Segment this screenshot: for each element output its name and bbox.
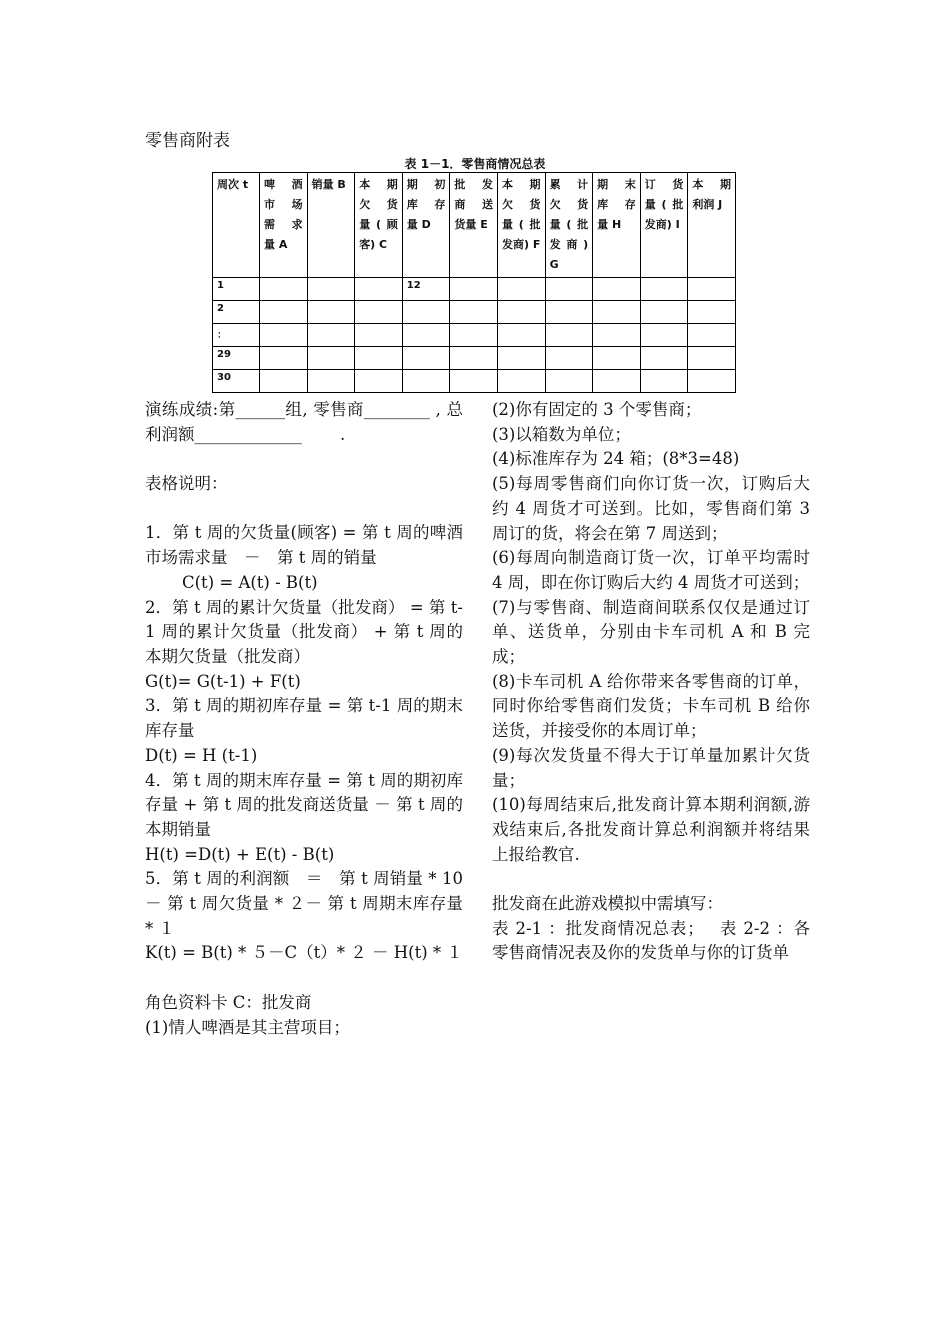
table-cell	[307, 301, 355, 324]
fill-in-description: 表 2-1 ：批发商情况总表； 表 2-2 ：各零售商情况表及你的发货单与你的订货单	[492, 918, 810, 963]
table-cell	[307, 278, 355, 301]
table-cell	[545, 347, 593, 370]
explanation-item-4: 4．第 t 周的期末库存量 = 第 t 周的期初库存量 + 第 t 周的批发商送货量 － 第 t 周的本期销量	[145, 770, 463, 839]
table-cell	[450, 278, 498, 301]
table-cell	[260, 301, 308, 324]
explanation-item-1: 1．第 t 周的欠货量(顾客) = 第 t 周的啤酒市场需求量 － 第 t 周的销量	[145, 523, 463, 568]
table-cell	[497, 347, 545, 370]
role-item-10: (10)每周结束后,批发商计算本期利润额,游戏结束后,各批发商计算总利润额并将结果上报给教官.	[492, 795, 810, 864]
table-cell	[593, 301, 641, 324]
formula-5: K(t) = B(t) * ５－C（t）* ２ － H(t) * １	[145, 943, 463, 963]
table-cell	[497, 370, 545, 393]
explanation-title: 表格说明：	[145, 474, 228, 494]
table-header-row	[213, 173, 736, 278]
table-cell	[355, 301, 403, 324]
page-heading: 零售商附表	[145, 131, 230, 151]
table-cell	[355, 324, 403, 347]
table-cell	[545, 278, 593, 301]
formula-1: C(t) = A(t) - B(t)	[182, 572, 318, 592]
header-opening-stock: 期 初 库 存 量 D	[402, 173, 450, 278]
formula-4: H(t) =D(t) + E(t) - B(t)	[145, 844, 335, 864]
table-cell	[260, 278, 308, 301]
table-cell	[355, 347, 403, 370]
table-cell	[402, 347, 450, 370]
role-item-4: (4)标准库存为 24 箱；(8*3=48)	[492, 449, 740, 469]
role-item-6: (6)每周向制造商订货一次，订单平均需时 4 周，即在你订购后大约 4 周货才可送到；	[492, 548, 810, 592]
table-cell	[450, 347, 498, 370]
table-row	[213, 301, 736, 324]
table-cell	[260, 347, 308, 370]
explanation-item-5: 5．第 t 周的利润额 ＝ 第 t 周销量 * 10－ 第 t 周欠货量 * ２－ 第 t 周期末库存量 * １	[145, 869, 463, 938]
table-cell	[545, 370, 593, 393]
table-cell	[450, 370, 498, 393]
role-item-8: (8)卡车司机 A 给你带来各零售商的订单，同时你给零售商们发货；卡车司机 B 给你送货，并接受你的本周订单；	[492, 671, 810, 741]
role-item-3: (3)以箱数为单位；	[492, 424, 631, 444]
cell-week: ：	[213, 324, 260, 347]
left-column	[145, 398, 463, 1040]
table-row	[213, 278, 736, 301]
role-item-7: (7)与零售商、制造商间联系仅仅是通过订单、送货单，分别由卡车司机 A 和 B 完成；	[492, 597, 810, 667]
table-cell	[260, 370, 308, 393]
table-cell	[355, 370, 403, 393]
table-cell	[640, 347, 688, 370]
role-item-9: (9)每次发货量不得大于订单量加累计欠货量；	[492, 745, 810, 790]
table-row	[213, 370, 736, 393]
score-line: 演练成绩:第______组, 零售商________ , 总利润额_____________ .	[145, 400, 463, 444]
header-closing-stock: 期 末 库 存 量 H	[593, 173, 641, 278]
table-row	[213, 347, 736, 370]
cell-week: 30	[213, 370, 260, 393]
table-cell	[355, 278, 403, 301]
table-cell	[497, 324, 545, 347]
explanation-item-3: 3．第 t 周的期初库存量 = 第 t-1 周的期末库存量	[145, 696, 463, 741]
role-card-title: 角色资料卡 C：批发商	[145, 992, 312, 1012]
table-cell	[307, 324, 355, 347]
table-cell	[640, 278, 688, 301]
header-wholesaler-delivery: 批 发 商 送 货量 E	[450, 173, 498, 278]
table-cell	[593, 370, 641, 393]
table-cell	[497, 301, 545, 324]
cell-week: 29	[213, 347, 260, 370]
header-order-qty: 订 货 量(批 发商) I	[640, 173, 688, 278]
table-cell	[545, 324, 593, 347]
table-cell	[545, 301, 593, 324]
table-cell	[402, 301, 450, 324]
header-cumulative-backlog: 累 计 欠 货 量(批 发商) G	[545, 173, 593, 278]
fill-in-title: 批发商在此游戏模拟中需填写：	[492, 894, 723, 914]
role-item-1: (1)情人啤酒是其主营项目；	[145, 1017, 350, 1037]
table-cell	[688, 347, 736, 370]
table-cell	[593, 347, 641, 370]
header-wholesaler-backlog: 本 期 欠 货 量(批 发商) F	[497, 173, 545, 278]
table-cell	[307, 347, 355, 370]
header-customer-backlog: 本 期 欠 货 量(顾客) C	[355, 173, 403, 278]
header-week: 周次 t	[213, 173, 260, 278]
cell-week: 2	[213, 301, 260, 324]
table-cell	[402, 370, 450, 393]
role-item-2: (2)你有固定的 3 个零售商；	[492, 400, 702, 419]
explanation-item-2: 2．第 t 周的累计欠货量（批发商） = 第 t-1 周的累计欠货量（批发商） + 第 t 周的本期欠货量（批发商）	[145, 597, 463, 666]
formula-2: G(t)= G(t-1) + F(t)	[145, 671, 301, 691]
table-cell	[640, 370, 688, 393]
right-column	[492, 398, 810, 966]
table-cell	[497, 278, 545, 301]
table-cell	[450, 301, 498, 324]
retailer-summary-table	[212, 172, 736, 393]
header-sales: 销量 B	[307, 173, 355, 278]
table-cell	[688, 301, 736, 324]
table-cell	[688, 278, 736, 301]
table-cell	[402, 324, 450, 347]
cell-week: 1	[213, 278, 260, 301]
role-item-5: (5)每周零售商们向你订货一次，订购后大约 4 周货才可送到。比如，零售商们第 3 周订的货，将会在第 7 周送到；	[492, 474, 810, 543]
table-row	[213, 324, 736, 347]
table-cell	[640, 324, 688, 347]
table-cell	[260, 324, 308, 347]
table-cell: 12	[402, 278, 450, 301]
table-cell	[593, 324, 641, 347]
formula-3: D(t) = H (t-1)	[145, 745, 258, 765]
header-profit: 本 期 利润 J	[688, 173, 736, 278]
table-cell	[688, 324, 736, 347]
table-cell	[307, 370, 355, 393]
table-cell	[450, 324, 498, 347]
table-cell	[593, 278, 641, 301]
table-cell	[640, 301, 688, 324]
header-demand: 啤 酒 市 场 需 求 量 A	[260, 173, 308, 278]
table-title: 表 1－1．零售商情况总表	[404, 157, 546, 171]
table-cell	[688, 370, 736, 393]
